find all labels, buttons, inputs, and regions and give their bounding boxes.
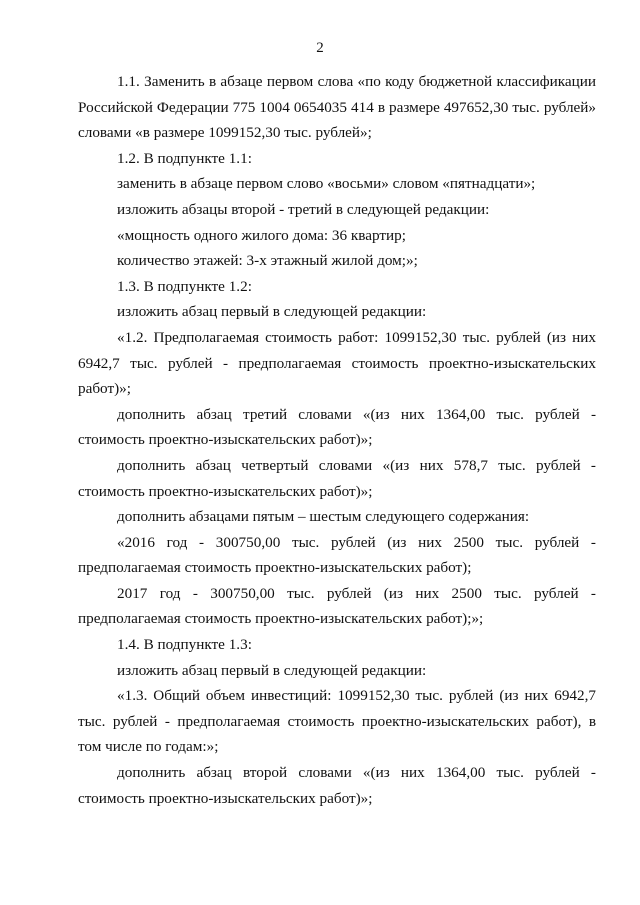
paragraph-year-2017: 2017 год - 300750,00 тыс. рублей (из них 2500 тыс. рублей - предполагаемая стоимость проектно-изыскательских работ);»; (78, 584, 596, 628)
document-body (78, 69, 596, 811)
paragraph-capacity: «мощность одного жилого дома: 36 квартир; (117, 226, 406, 244)
paragraph-supplement-fourth: дополнить абзац четвертый словами «(из них 578,7 тыс. рублей - стоимость проектно-изыскательских работ)»; (78, 456, 596, 500)
paragraph-add-fifth-sixth: дополнить абзацами пятым – шестым следующего содержания: (117, 508, 530, 526)
paragraph-1-2-heading: 1.2. В подпункте 1.1: (117, 149, 252, 167)
paragraph-1-4-heading: 1.4. В подпункте 1.3: (117, 636, 252, 654)
paragraph-restate-2-3: изложить абзацы второй - третий в следующей редакции: (117, 200, 490, 218)
paragraph-floors: количество этажей: 3-х этажный жилой дом;»; (117, 252, 418, 270)
paragraph-estimated-cost: «1.2. Предполагаемая стоимость работ: 1099152,30 тыс. рублей (из них 6942,7 тыс. рублей - предполагаемая стоимость проектно-изыскательских работ)»; (78, 328, 596, 398)
paragraph-restate-first: изложить абзац первый в следующей редакции: (117, 303, 427, 321)
page-number: 2 (316, 40, 324, 56)
paragraph-supplement-third: дополнить абзац третий словами «(из них 1364,00 тыс. рублей - стоимость проектно-изыскательских работ)»; (78, 405, 596, 449)
paragraph-replace-word: заменить в абзаце первом слово «восьми» словом «пятнадцати»; (117, 175, 536, 193)
paragraph-supplement-second: дополнить абзац второй словами «(из них 1364,00 тыс. рублей - стоимость проектно-изыскательских работ)»; (78, 764, 596, 807)
paragraph-total-investment: «1.3. Общий объем инвестиций: 1099152,30 тыс. рублей (из них 6942,7 тыс. рублей - предполагаемая стоимость проектно-изыскательских работ), в том числе по годам:»; (78, 687, 596, 756)
paragraph-1-1: 1.1. Заменить в абзаце первом слова «по коду бюджетной классификации Российской Федерации 775 1004 0654035 414 в размере 497652,30 тыс. рублей» словами «в размере 1099152,30 тыс. рублей»; (78, 73, 596, 142)
paragraph-1-3-heading: 1.3. В подпункте 1.2: (117, 277, 252, 295)
paragraph-restate-first-2: изложить абзац первый в следующей редакции: (117, 661, 427, 679)
paragraph-year-2016: «2016 год - 300750,00 тыс. рублей (из них 2500 тыс. рублей - предполагаемая стоимость проектно-изыскательских работ); (78, 533, 596, 577)
